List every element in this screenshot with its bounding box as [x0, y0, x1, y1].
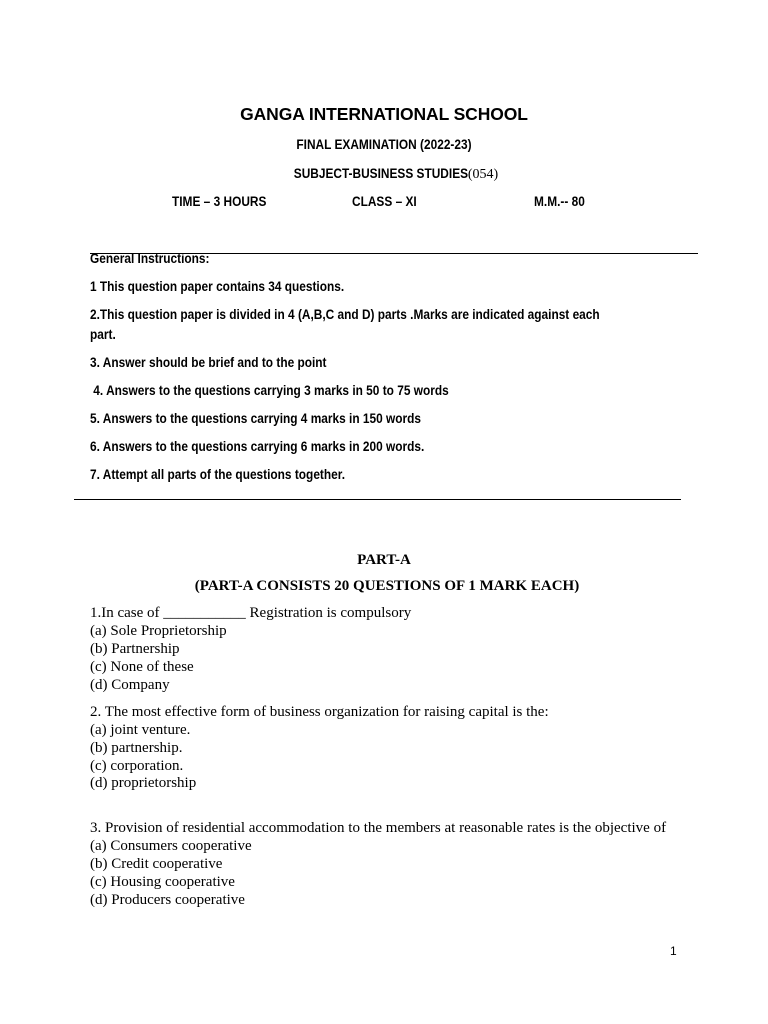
subject-line — [0, 166, 768, 183]
subject-code: (054) — [467, 167, 499, 182]
question-option: (c) corporation. — [90, 758, 184, 774]
instruction-item: 1 This question paper contains 34 questions. — [90, 279, 345, 294]
question-option: (a) Sole Proprietorship — [90, 623, 227, 639]
bottom-divider — [74, 499, 681, 500]
instruction-item: 4. Answers to the questions carrying 3 marks in 50 to 75 words — [90, 383, 449, 398]
question-option: (c) None of these — [90, 659, 194, 675]
class-label: CLASS – XI — [352, 194, 417, 209]
instruction-item: 7. Attempt all parts of the questions together. — [90, 467, 346, 482]
instruction-item: part. — [90, 327, 116, 342]
subject-name: SUBJECT-BUSINESS STUDIES — [293, 166, 468, 181]
question-option: (d) Company — [90, 677, 170, 693]
question-option: (b) partnership. — [90, 740, 183, 756]
max-marks-label: M.M.-- 80 — [534, 194, 585, 209]
question-option: (d) Producers cooperative — [90, 892, 245, 908]
instructions-heading: General Instructions: — [90, 251, 210, 266]
exam-title: FINAL EXAMINATION (2022-23) — [296, 137, 472, 152]
time-label: TIME – 3 HOURS — [172, 194, 267, 209]
instruction-item: 6. Answers to the questions carrying 6 marks in 200 words. — [90, 439, 425, 454]
part-subtitle: (PART-A CONSISTS 20 QUESTIONS OF 1 MARK EACH) — [194, 578, 580, 594]
instruction-item: 5. Answers to the questions carrying 4 marks in 150 words — [90, 411, 422, 426]
question-text: 2. The most effective form of business organization for raising capital is the: — [90, 704, 549, 720]
question-option: (a) joint venture. — [90, 722, 191, 738]
question-option: (b) Credit cooperative — [90, 856, 223, 872]
instruction-item: 3. Answer should be brief and to the point — [90, 355, 327, 370]
page-number: 1 — [670, 944, 677, 958]
question-option: (d) proprietorship — [90, 775, 197, 791]
question-option: (b) Partnership — [90, 641, 180, 657]
instruction-item: 2.This question paper is divided in 4 (A,B,C and D) parts .Marks are indicated against each — [90, 307, 600, 322]
question-option: (c) Housing cooperative — [90, 874, 235, 890]
question-option: (a) Consumers cooperative — [90, 838, 252, 854]
question-text: 1.In case of ___________ Registration is compulsory — [90, 605, 412, 621]
part-title: PART-A — [357, 552, 411, 568]
school-name: GANGA INTERNATIONAL SCHOOL — [240, 104, 528, 124]
question-text: 3. Provision of residential accommodation to the members at reasonable rates is the objective of — [90, 820, 667, 836]
